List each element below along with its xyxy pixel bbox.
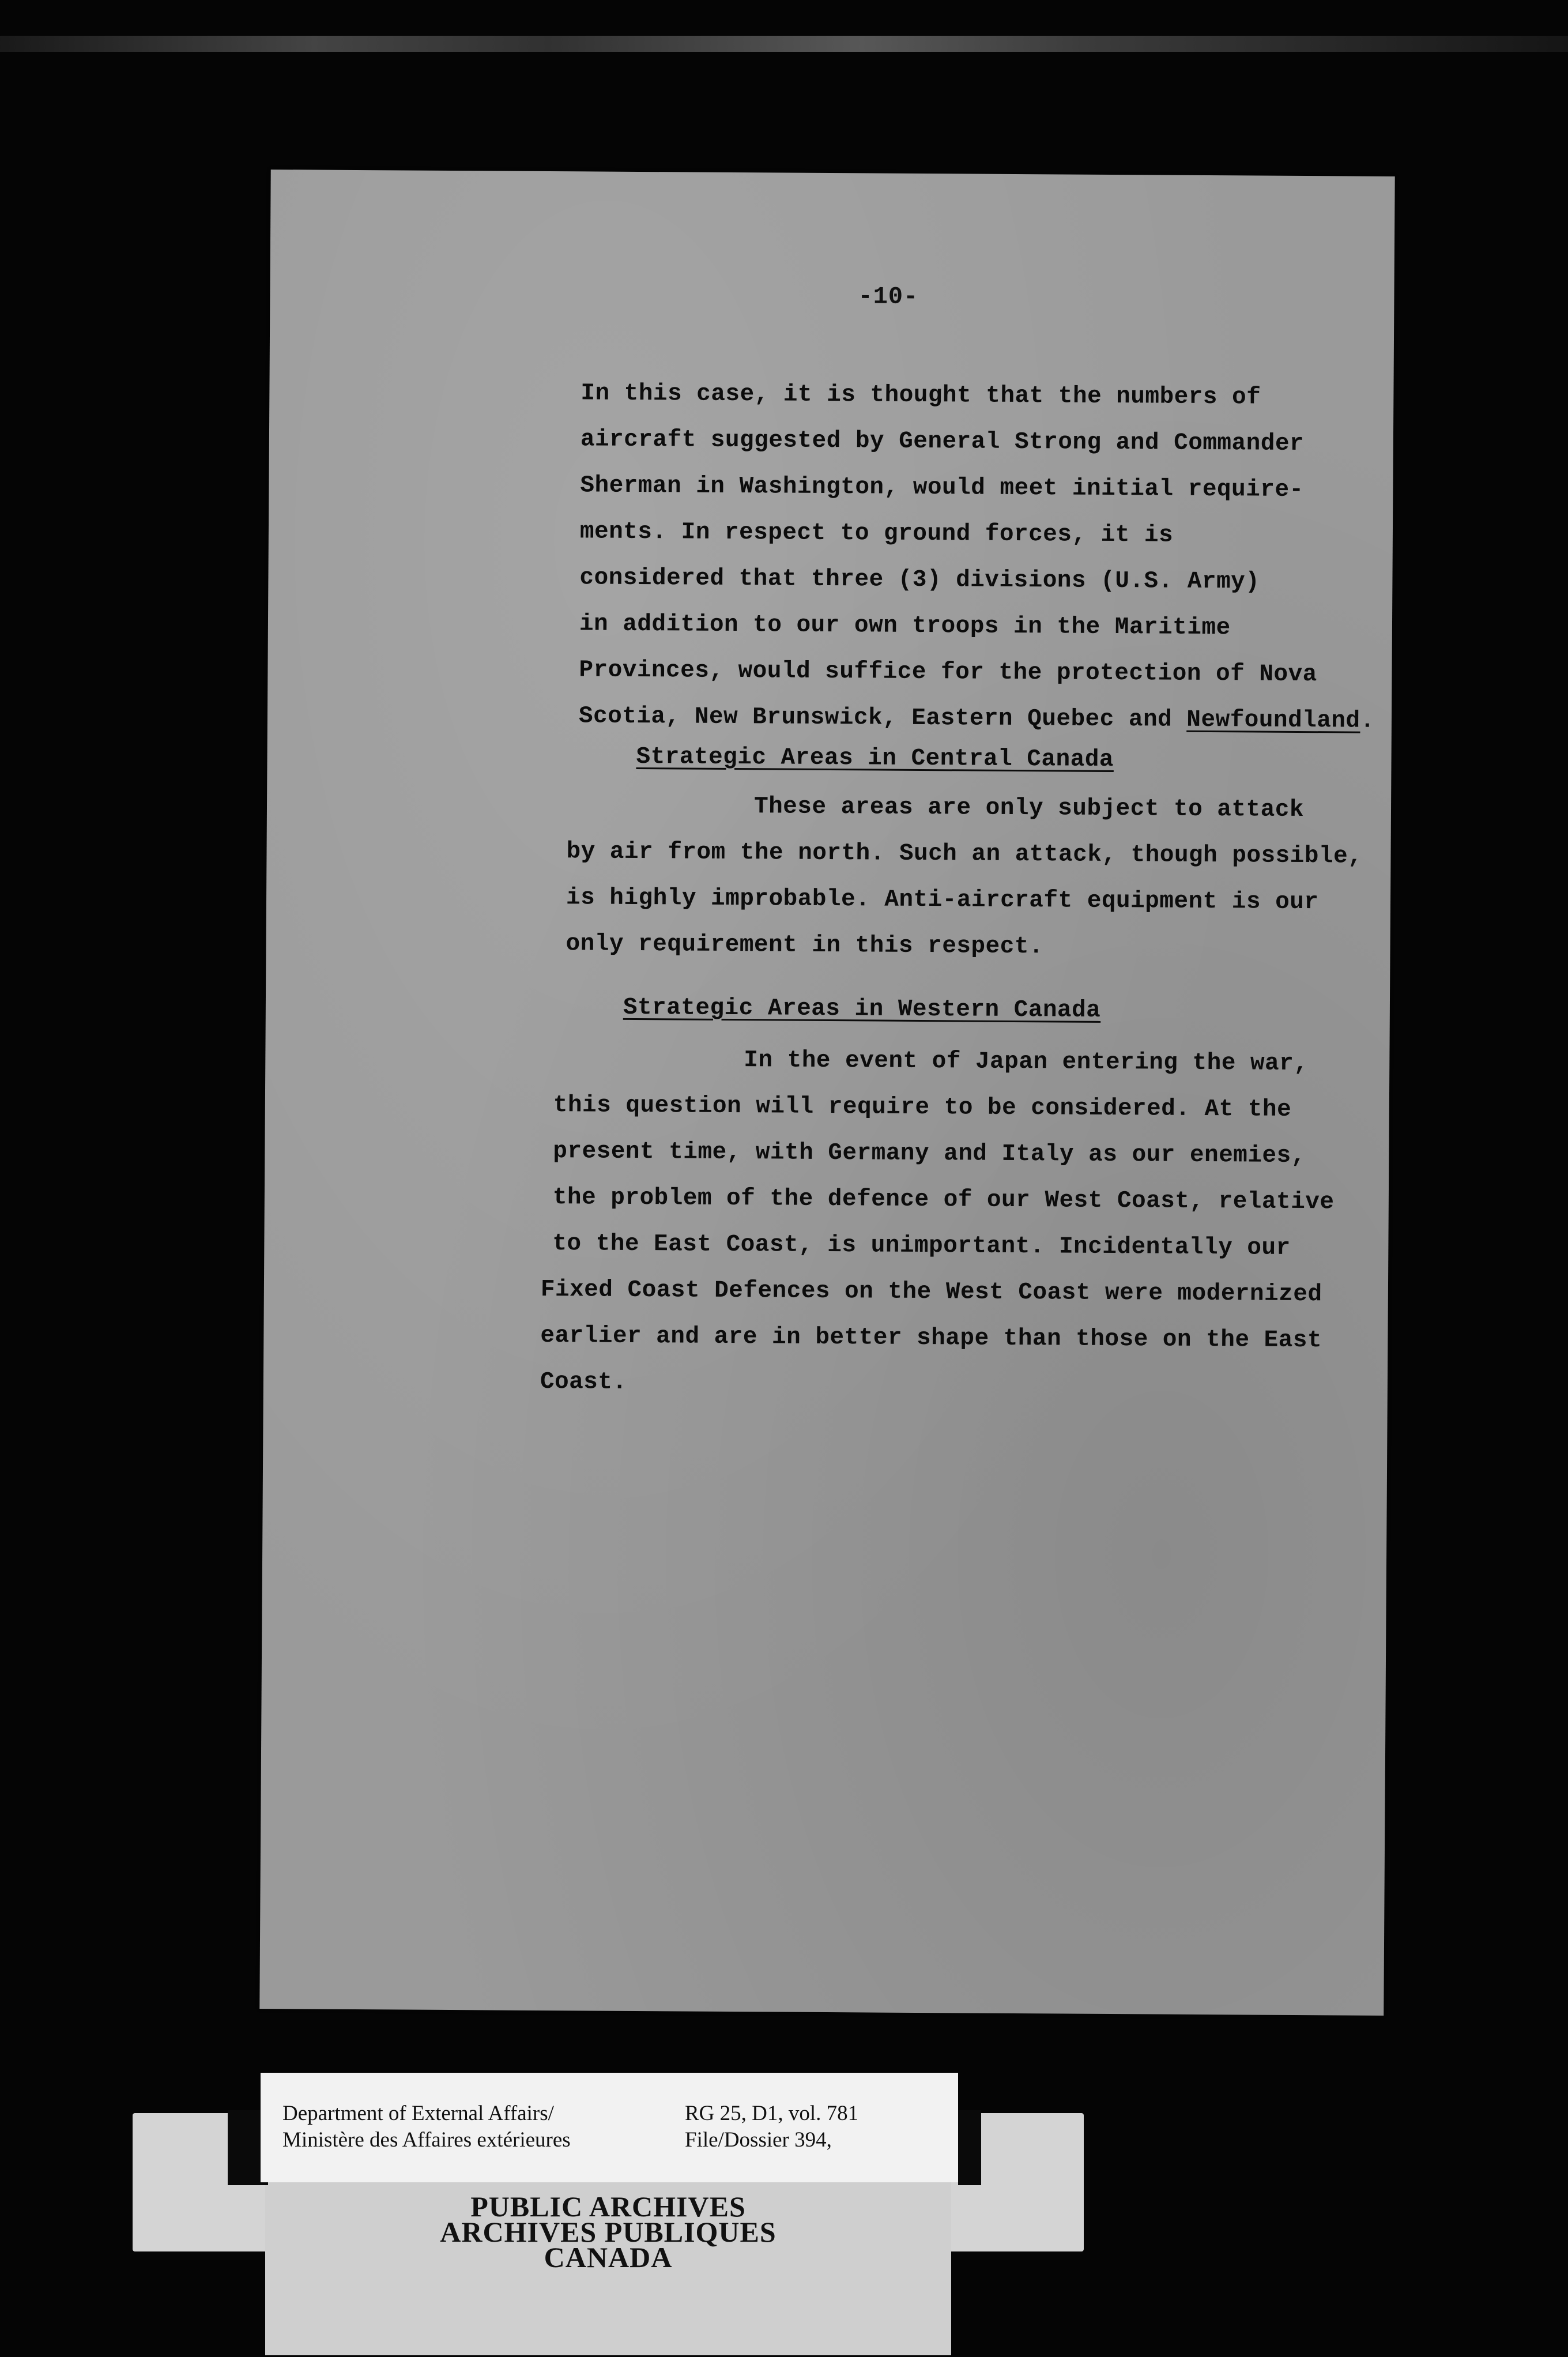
western-line-3: present time, with Germany and Italy as our enemies, [553,1138,1306,1170]
department-fr: Ministère des Affaires extérieures [282,2128,571,2152]
western-line-4: the problem of the defence of our West Coast, relative [552,1184,1335,1216]
card-reference [685,2100,858,2153]
western-line-8: Coast. [540,1368,627,1396]
body-line-2: aircraft suggested by General Strong and Commander [580,426,1305,458]
document-page [259,170,1394,2016]
western-line-2: this question will require to be considered. At the [553,1092,1292,1123]
central-line-1: These areas are only subject to attack [753,793,1305,824]
body-line-1: In this case, it is thought that the numbers of [581,380,1261,411]
western-line-6: Fixed Coast Defences on the West Coast were modernized [540,1276,1322,1308]
heading-central-canada: Strategic Areas in Central Canada [636,743,1114,774]
page-number: -10- [858,283,919,311]
body-line-5: considered that three (3) divisions (U.S. Army) [579,564,1260,596]
body-line-8-prefix: Scotia, New Brunswick, Eastern Quebec and [578,703,1187,733]
public-archives-stamp [265,2190,951,2273]
body-line-7: Provinces, would suffice for the protection of Nova [579,657,1317,688]
body-line-4: ments. In respect to ground forces, it is [579,518,1174,549]
body-line-6: in addition to our own troops in the Maritime [579,611,1231,642]
stamp-line-1: PUBLIC ARCHIVES [470,2190,746,2223]
body-line-8-suffix: . [1360,707,1375,735]
record-group-reference: RG 25, D1, vol. 781 [685,2102,859,2125]
holder-notch-right [958,2110,981,2185]
file-dossier-reference: File/Dossier 394, [685,2128,832,2152]
film-edge-strip [0,36,1568,52]
central-line-4: only requirement in this respect. [566,931,1044,961]
card-department [282,2100,571,2153]
typed-text [259,170,1394,2016]
stamp-line-2: ARCHIVES PUBLIQUES [440,2216,777,2248]
western-line-5: to the East Coast, is unimportant. Incidentally our [552,1230,1291,1262]
underlined-newfoundland: Newfoundland [1186,706,1360,735]
archive-reference-card [261,2073,958,2182]
central-line-3: is highly improbable. Anti-aircraft equipment is our [566,884,1319,916]
stamp-line-3: CANADA [544,2241,673,2273]
western-line-1: In the event of Japan entering the war, [744,1047,1309,1078]
department-en: Department of External Affairs/ [282,2102,554,2125]
body-line-3: Sherman in Washington, would meet initial require- [580,472,1304,504]
central-line-2: by air from the north. Such an attack, though possible, [566,838,1363,870]
western-line-7: earlier and are in better shape than those on the East [540,1322,1322,1354]
heading-western-canada: Strategic Areas in Western Canada [623,994,1101,1024]
